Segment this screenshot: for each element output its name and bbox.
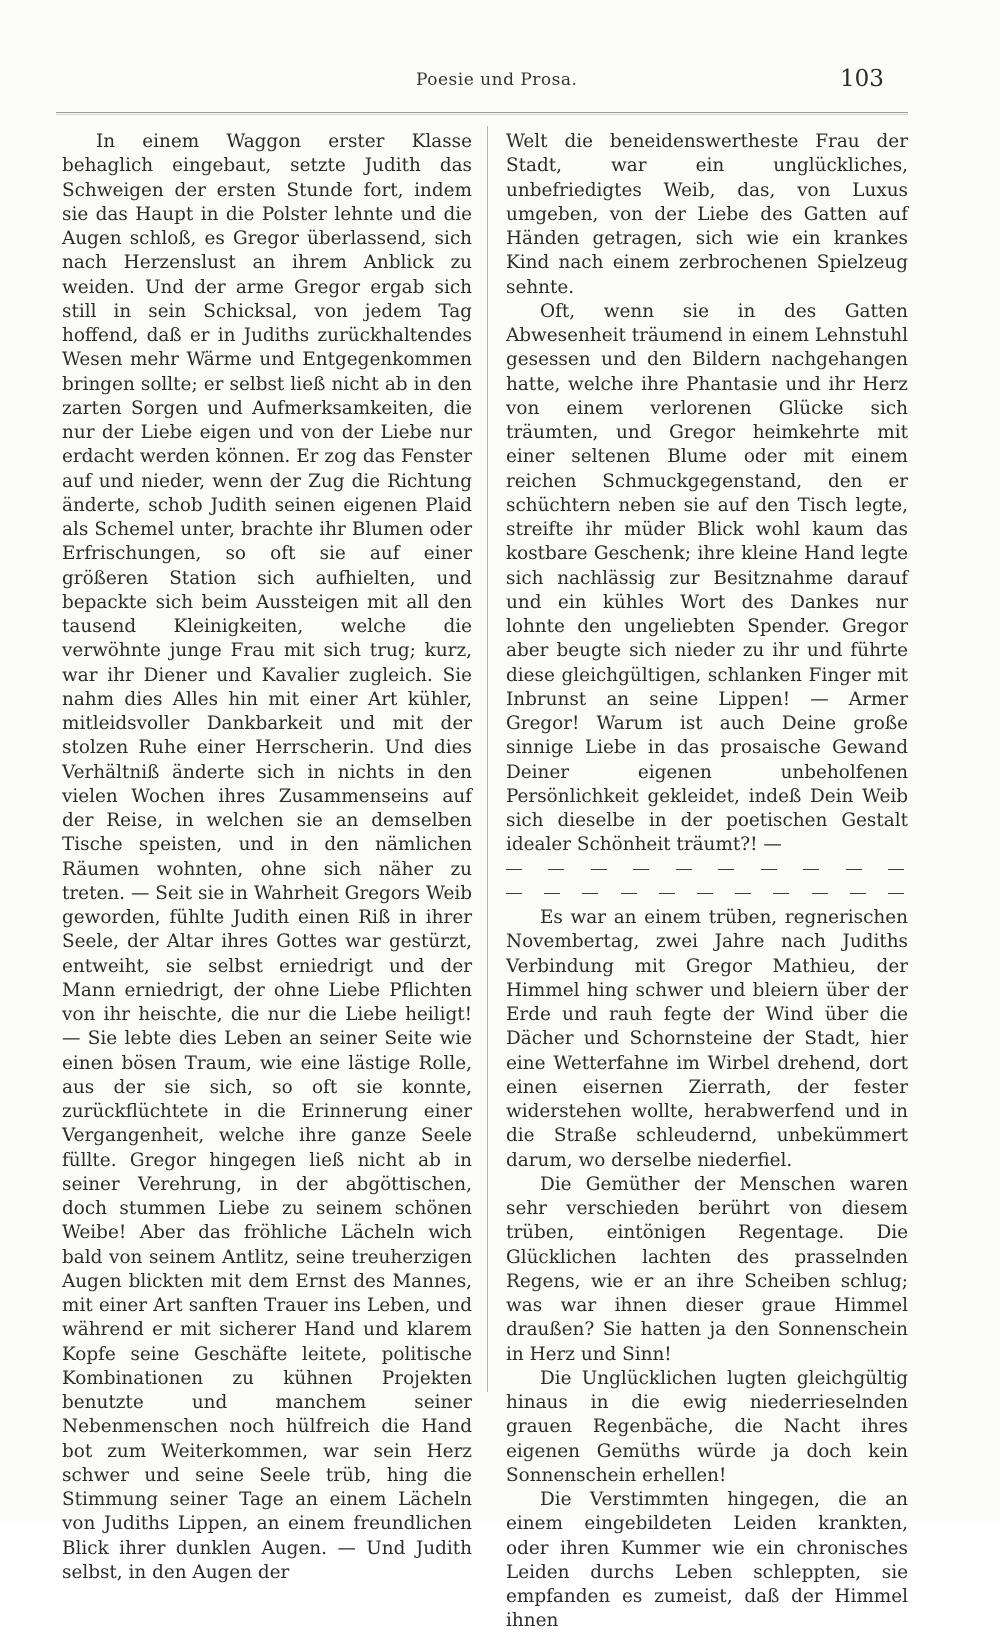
section-break-dash (888, 869, 904, 870)
right-paragraph-3: Es war an einem trüben, regnerischen Novembertag, zwei Jahre nach Judiths Verbindung mit Gregor Mathieu, der Himmel hing schwer und bleiern über der Erde und rauh fegte der Wind über die Dächer und Schornsteine der Stadt, hier eine Wetterfahne im Wirbel drehend, dort einen eisernen Zierrath, der fester widerstehen wollte, herabwerfend und in die Straße schleudernd, unbekümmert darum, wo derselbe niederfiel. (506, 907, 908, 1171)
section-break-dash (718, 869, 734, 870)
right-paragraph-5: Die Unglücklichen lugten gleichgültig hinaus in die ewig niederrieselnden grauen Regenbäche, die Nacht ihres eigenen Gemüths würde ja doch kein Sonnenschein erhellen! (506, 1367, 908, 1486)
section-break-dash (591, 869, 607, 870)
section-break-row-1 (506, 858, 908, 882)
section-break-dash (544, 893, 560, 894)
section-break-dash (676, 869, 692, 870)
right-paragraph-4: Die Gemüther der Menschen waren sehr verschieden berührt von diesem trüben, eintönigen Regentage. Die Glücklichen lachten des prasselnden Regens, wie er an ihre Scheiben schlug; was war ihnen dieser graue Himmel draußen? Sie hatten ja den Sonnenschein in Herz und Sinn! (506, 1173, 908, 1365)
section-break-dash (735, 893, 751, 894)
section-break-dash (803, 869, 819, 870)
column-divider (487, 126, 488, 1392)
section-break-dash (697, 893, 713, 894)
section-break-dash (850, 893, 866, 894)
right-paragraph-2: Oft, wenn sie in des Gatten Abwesenheit träumend in einem Lehnstuhl gesessen und den Bildern nachgehangen hatte, welche ihre Phantasie und ihr Herz von einem verlorenen Glücke sich träumten, und Gregor heimkehrte mit einer seltenen Blume oder mit einem reichen Schmuckgegenstand, den er schüchtern neben sie auf den Tisch legte, streifte ihr müder Blick wohl kaum das kostbare Geschenk; ihre kleine Hand legte sich nachlässig zur Besitznahme darauf und ein kühles Wort des Dankes nur lohnte den ungeliebten Spender. Gregor aber beugte sich nieder zu ihr und führte diese gleichgültigen, schlanken Finger mit Inbrunst an seine Lippen! — Armer Gregor! Warum ist auch Deine große sinnige Liebe in das prosaische Gewand Deiner eigenen unbeholfenen Persönlichkeit gekleidet, indeß Dein Weib sich dieselbe in der poetischen Gestalt idealer Schönheit träumt?! — (506, 300, 908, 856)
right-paragraph-6: Die Verstimmten hingegen, die an einem eingebildeten Leiden krankten, oder ihren Kummer wie ein chronisches Leiden durchs Leben schleppten, sie empfanden es zumeist, daß der Himmel ihnen (506, 1489, 908, 1632)
section-break-dash (506, 869, 522, 870)
section-break-dash (506, 893, 522, 894)
section-break (506, 858, 908, 907)
section-break-dash (888, 893, 904, 894)
section-break-dash (761, 869, 777, 870)
section-break-dash (582, 893, 598, 894)
section-break-row-2 (506, 882, 908, 906)
right-continuation-paragraph: Welt die beneidenswertheste Frau der Stadt, war ein unglückliches, unbefriedigtes Weib, das, von Luxus umgeben, von der Liebe des Gatten auf Händen getragen, sich wie ein krankes Kind nach einem zerbrochenen Spielzeug sehnte. (506, 131, 908, 298)
left-column (62, 130, 472, 1585)
section-break-dash (621, 893, 637, 894)
page-number: 103 (840, 66, 884, 92)
header-rule (56, 112, 908, 113)
section-break-dash (548, 869, 564, 870)
section-break-dash (659, 893, 675, 894)
section-break-dash (812, 893, 828, 894)
section-break-dash (846, 869, 862, 870)
running-head: Poesie und Prosa. (416, 70, 578, 90)
right-column (506, 130, 908, 1634)
section-break-dash (633, 869, 649, 870)
left-paragraph-1: In einem Waggon erster Klasse behaglich eingebaut, setzte Judith das Schweigen der ersten Stunde fort, indem sie das Haupt in die Polster lehnte und die Augen schloß, es Gregor überlassend, sich nach Herzenslust an ihrem Anblick zu weiden. Und der arme Gregor ergab sich still in sein Schicksal, von jedem Tag hoffend, daß er in Judiths zurückhaltendes Wesen mehr Wärme und Entgegenkommen bringen sollte; er selbst ließ nicht ab in den zarten Sorgen und Aufmerksamkeiten, die nur der Liebe eigen und von der Liebe nur erdacht werden können. Er zog das Fenster auf und nieder, wenn der Zug die Richtung änderte, schob Judith seinen eigenen Plaid als Schemel unter, brachte ihr Blumen oder Erfrischungen, so oft sie auf einer größeren Station sich aufhielten, und bepackte sich beim Aussteigen mit all den tausend Kleinigkeiten, welche die verwöhnte junge Frau mit sich trug; kurz, war ihr Diener und Kavalier zugleich. Sie nahm dies Alles hin mit einer Art kühler, mitleidsvoller Dankbarkeit und mit der stolzen Ruhe einer Herrscherin. Und dies Verhältniß änderte sich in nichts in den vielen Wochen ihres Zusammenseins auf der Reise, in welchen sie an demselben Tische speisten, und in den nämlichen Räumen wohnten, ohne sich näher zu treten. — Seit sie in Wahrheit Gregors Weib geworden, fühlte Judith einen Riß in ihrer Seele, der Altar ihres Gottes war gestürzt, entweiht, sie selbst erniedrigt und der Mann erniedrigt, der ohne Liebe Pflichten von ihr heischte, die nur die Liebe heiligt! — Sie lebte dies Leben an seiner Seite wie einen bösen Traum, wie eine lästige Rolle, aus der sie sich, so oft sie konnte, zurückflüchtete in die Erinnerung einer Vergangenheit, welche ihre ganze Seele füllte. Gregor hingegen ließ nicht ab in seiner Verehrung, in der abgöttischen, doch stummen Liebe zu seinem schönen Weibe! Aber das fröhliche Lächeln wich bald von seinem Antlitz, seine treuherzigen Augen blickten mit dem Ernst des Mannes, mit einer Art sanften Trauer ins Leben, und während er mit sicherer Hand und klarem Kopfe seine Geschäfte leitete, politische Kombinationen zu kühnen Projekten benutzte und manchem seiner Nebenmenschen noch hülfreich die Hand bot zum Weiterkommen, war sein Herz schwer und seine Seele trüb, hing die Stimmung seiner Tage an einem Lächeln von Judiths Lippen, an einem freundlichen Blick ihrer dunklen Augen. — Und Judith selbst, in den Augen der (62, 131, 472, 1583)
section-break-dash (773, 893, 789, 894)
